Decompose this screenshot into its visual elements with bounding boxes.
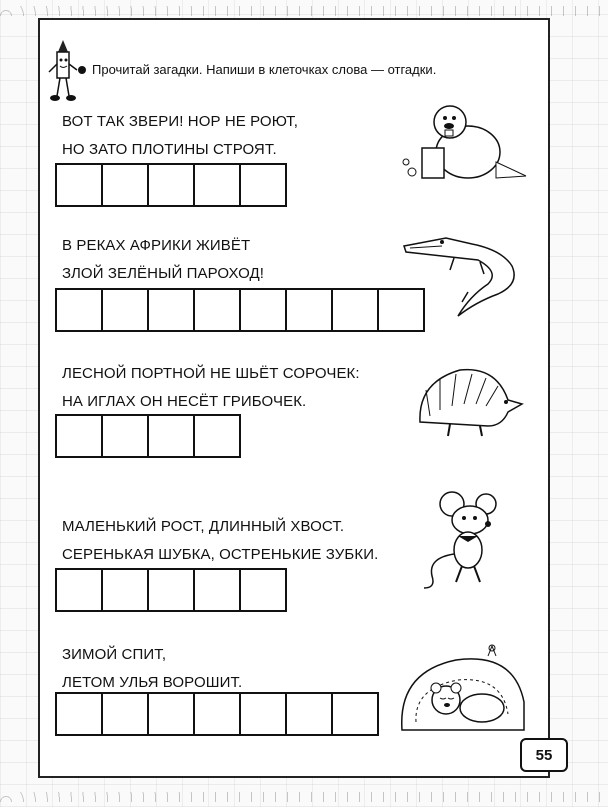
- riddle-1: [62, 108, 298, 164]
- answer-cell[interactable]: [147, 692, 195, 736]
- riddle-4-line-2: СЕРЕНЬКАЯ ШУБКА, ОСТРЕНЬКИЕ ЗУБКИ.: [62, 546, 379, 563]
- bullet-icon: [78, 66, 86, 74]
- answer-cell[interactable]: [193, 414, 241, 458]
- answer-boxes-2: [55, 288, 425, 332]
- answer-cell[interactable]: [239, 692, 287, 736]
- answer-cell[interactable]: [101, 692, 149, 736]
- riddle-3: [62, 360, 360, 416]
- answer-cell[interactable]: [331, 288, 379, 332]
- answer-cell[interactable]: [101, 288, 149, 332]
- answer-cell[interactable]: [193, 692, 241, 736]
- riddle-4-line-1: МАЛЕНЬКИЙ РОСТ, ДЛИННЫЙ ХВОСТ.: [62, 518, 345, 535]
- answer-boxes-1: [55, 163, 287, 207]
- answer-boxes-5: [55, 692, 379, 736]
- mouse-illustration: [418, 488, 518, 592]
- answer-cell[interactable]: [239, 288, 287, 332]
- beaver-illustration: [400, 98, 530, 186]
- answer-cell[interactable]: [147, 163, 195, 207]
- answer-boxes-4: [55, 568, 287, 612]
- riddle-2-line-1: В РЕКАХ АФРИКИ ЖИВЁТ: [62, 237, 251, 254]
- answer-cell[interactable]: [55, 692, 103, 736]
- answer-cell[interactable]: [101, 414, 149, 458]
- crocodile-illustration: [402, 232, 524, 318]
- instruction: [78, 62, 436, 77]
- answer-cell[interactable]: [147, 414, 195, 458]
- page-number: 55: [520, 738, 568, 772]
- riddle-2: [62, 232, 264, 288]
- answer-cell[interactable]: [147, 568, 195, 612]
- answer-cell[interactable]: [239, 568, 287, 612]
- hedgehog-illustration: [410, 360, 526, 440]
- answer-cell[interactable]: [331, 692, 379, 736]
- answer-cell[interactable]: [101, 163, 149, 207]
- answer-cell[interactable]: [55, 568, 103, 612]
- answer-cell[interactable]: [55, 163, 103, 207]
- riddle-1-line-1: ВОТ ТАК ЗВЕРИ! НОР НЕ РОЮТ,: [62, 113, 298, 130]
- answer-cell[interactable]: [285, 692, 333, 736]
- riddle-3-line-2: НА ИГЛАХ ОН НЕСЁТ ГРИБОЧЕК.: [62, 393, 307, 410]
- riddle-5: [62, 641, 242, 697]
- bear-illustration: [396, 642, 530, 736]
- riddle-1-line-2: НО ЗАТО ПЛОТИНЫ СТРОЯТ.: [62, 141, 277, 158]
- answer-cell[interactable]: [193, 288, 241, 332]
- riddle-2-line-2: ЗЛОЙ ЗЕЛЁНЫЙ ПАРОХОД!: [62, 265, 265, 282]
- bottom-ornament-wave: [0, 792, 608, 802]
- answer-boxes-3: [55, 414, 241, 458]
- instruction-text: Прочитай загадки. Напиши в клеточках слова — отгадки.: [92, 62, 437, 77]
- answer-cell[interactable]: [285, 288, 333, 332]
- answer-cell[interactable]: [239, 163, 287, 207]
- answer-cell[interactable]: [193, 163, 241, 207]
- riddle-3-line-1: ЛЕСНОЙ ПОРТНОЙ НЕ ШЬЁТ СОРОЧЕК:: [62, 365, 360, 382]
- answer-cell[interactable]: [55, 288, 103, 332]
- answer-cell[interactable]: [193, 568, 241, 612]
- answer-cell[interactable]: [55, 414, 103, 458]
- riddle-5-line-1: ЗИМОЙ СПИТ,: [62, 646, 167, 663]
- answer-cell[interactable]: [147, 288, 195, 332]
- riddle-5-line-2: ЛЕТОМ УЛЬЯ ВОРОШИТ.: [62, 674, 243, 691]
- answer-cell[interactable]: [101, 568, 149, 612]
- riddle-4: [62, 513, 378, 569]
- pencil-mascot-icon: [46, 38, 80, 104]
- top-ornament-wave: [0, 6, 608, 16]
